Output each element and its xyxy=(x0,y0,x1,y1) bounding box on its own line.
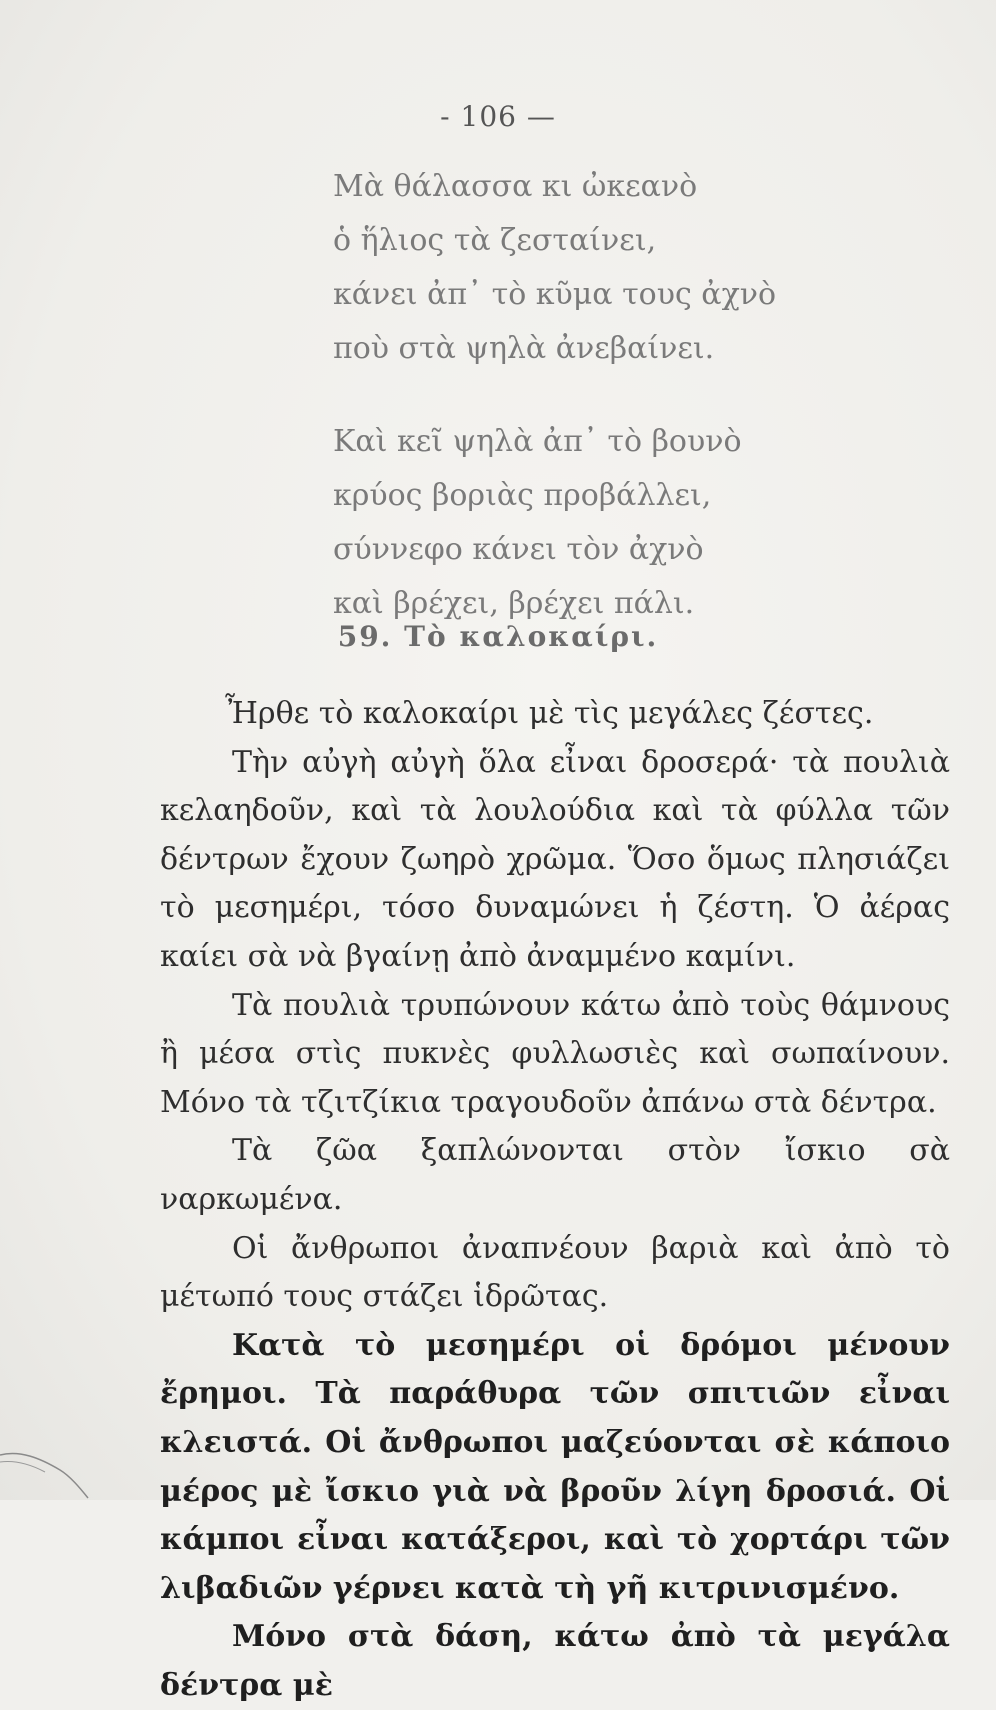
poem xyxy=(333,160,853,631)
poem-line: σύννεφο κάνει τὸν ἀχνὸ xyxy=(333,532,704,567)
prose-paragraph: Ἦρθε τὸ καλοκαίρι μὲ τὶς μεγάλες ζέστες. xyxy=(225,696,874,731)
page-number: - 106 — xyxy=(440,100,556,133)
poem-stanza xyxy=(333,415,853,631)
prose-paragraph: Τὰ ζῶα ξαπλώνονται στὸν ἴσκιο σὰ ναρκωμένα. xyxy=(160,1133,950,1217)
scan-smudge-mark xyxy=(0,1420,100,1500)
poem-line: κάνει ἀπ᾿ τὸ κῦμα τους ἀχνὸ xyxy=(333,277,777,312)
prose-body xyxy=(160,690,950,1710)
prose-paragraph: Οἱ ἄνθρωποι ἀναπνέουν βαριὰ καὶ ἀπὸ τὸ μέτωπό τους στάζει ἱδρῶτας. xyxy=(160,1230,950,1315)
prose-paragraph: Τὰ πουλιὰ τρυπώνουν κάτω ἀπὸ τοὺς θάμνους ἢ μέσα στὶς πυκνὲς φυλλωσιὲς καὶ σωπαίνουν. Μόνο τὰ τζιτζίκια τραγουδοῦν ἀπάνω στὰ δέντρα. xyxy=(160,987,950,1120)
poem-line: ποὺ στὰ ψηλὰ ἀνεβαίνει. xyxy=(333,331,715,366)
poem-line: καὶ βρέχει, βρέχει πάλι. xyxy=(333,586,695,621)
poem-line: ὁ ἥλιος τὰ ζεσταίνει, xyxy=(333,223,657,258)
prose-paragraph: Κατὰ τὸ μεσημέρι οἱ δρόμοι μένουν ἔρημοι. Τὰ παράθυρα τῶν σπιτιῶν εἶναι κλειστά. Οἱ ἄνθρωποι μαζεύονται σὲ κάποιο μέρος μὲ ἴσκιο γιὰ νὰ βροῦν λίγη δροσιά. Οἱ κάμποι εἶναι κατάξεροι, καὶ τὸ χορτάρι τῶν λιβαδιῶν γέρνει κατὰ τὴ γῆ κιτρινισμένο. xyxy=(160,1327,950,1606)
prose-paragraph: Μόνο στὰ δάση, κάτω ἀπὸ τὰ μεγάλα δέντρα μὲ xyxy=(160,1619,950,1703)
poem-line: κρύος βοριὰς προβάλλει, xyxy=(333,478,712,513)
poem-line: Μὰ θάλασσα κι ὠκεανὸ xyxy=(333,169,698,204)
poem-stanza xyxy=(333,160,853,376)
prose-paragraph: Τὴν αὐγὴ αὐγὴ ὅλα εἶναι δροσερά· τὰ πουλιὰ κελαηδοῦν, καὶ τὰ λουλούδια καὶ τὰ φύλλα τῶν δέντρων ἔχουν ζωηρὸ χρῶμα. Ὅσο ὅμως πλησιάζει τὸ μεσημέρι, τόσο δυναμώνει ἡ ζέστη. Ὁ ἀέρας καίει σὰ νὰ βγαίνῃ ἀπὸ ἀναμμένο καμίνι. xyxy=(160,744,950,974)
section-title: 59. Τὸ καλοκαίρι. xyxy=(337,620,659,653)
poem-line: Καὶ κεῖ ψηλὰ ἀπ᾿ τὸ βουνὸ xyxy=(333,424,742,459)
